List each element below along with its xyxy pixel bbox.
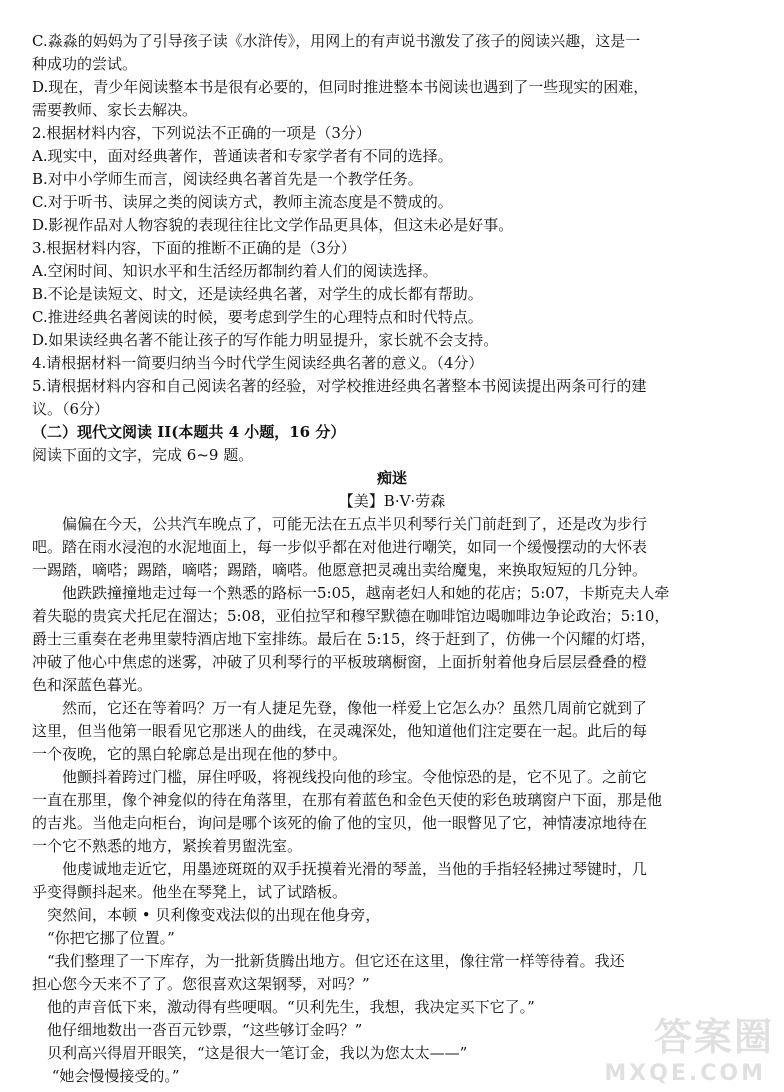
question-5-line-1: 5.请根据材料内容和自己阅读名著的经验，对学校推进经典名著整本书阅读提出两条可行的建	[32, 377, 647, 395]
story-line: 偏偏在今天，公共汽车晚点了，可能无法在五点半贝利琴行关门前赶到了，还是改为步行	[32, 515, 648, 533]
story-line: 他虔诚地走近它，用墨迹斑斑的双手抚摸着光滑的琴盖，当他的手指轻轻拂过琴键时，几	[32, 860, 648, 878]
q2-option-a: A.现实中，面对经典著作，普通读者和专家学者有不同的选择。	[32, 147, 453, 165]
watermark	[604, 1006, 776, 1086]
story-line: 他颤抖着跨过门槛，屏住呼吸，将视线投向他的珍宝。令他惊恐的是，它不见了。之前它	[32, 768, 648, 786]
story-line: 担心您今天来不了了。您很喜欢这架钢琴，对吗？”	[32, 975, 370, 993]
question-5-line-2: 议。（6分）	[32, 400, 110, 418]
q2-option-c: C.对于听书、读屏之类的阅读方式，教师主流态度是不赞成的。	[32, 193, 453, 211]
story-line: 爵士三重奏在老弗里蒙特酒店地下室排练。最后在 5:15，终于赶到了，仿佛一个闪耀的灯塔，	[32, 630, 656, 648]
story-line: 乎变得颤抖起来。他坐在琴凳上，试了试踏板。	[32, 883, 348, 901]
story-line: 一个它不熟悉的地方，紧挨着男盥洗室。	[32, 837, 303, 855]
option-c-line-1: C.淼淼的妈妈为了引导孩子读《水浒传》，用网上的有声说书激发了孩子的阅读兴趣，这是一	[32, 32, 641, 50]
story-title: 痴迷	[376, 469, 407, 487]
q2-option-b: B.对中小学师生而言，阅读经典名著首先是一个教学任务。	[32, 170, 423, 188]
question-4: 4.请根据材料一简要归纳当今时代学生阅读经典名著的意义。（4分）	[32, 354, 484, 372]
story-line: 一个夜晚，它的黑白轮廓总是出现在他的梦中。	[32, 745, 348, 763]
q3-option-a: A.空闲时间、知识水平和生活经历都制约着人们的阅读选择。	[32, 262, 438, 280]
q2-option-d: D.影视作品对人物容貌的表现往往比文学作品更具体，但这未必是好事。	[32, 216, 514, 234]
section-heading: （二）现代文阅读 II(本题共 4 小题，16 分）	[32, 423, 346, 441]
q3-option-d: D.如果读经典名著不能让孩子的写作能力明显提升，家长就不会支持。	[32, 331, 499, 349]
q3-option-b: B.不论是读短文、时文，还是读经典名著，对学生的成长都有帮助。	[32, 285, 483, 303]
section-instruction: 阅读下面的文字，完成 6~9 题。	[32, 446, 254, 464]
story-line: “她会慢慢接受的。”	[32, 1067, 180, 1085]
story-line: 然而，它还在等着吗？万一有人捷足先登，像他一样爱上它怎么办？虽然几周前它就到了	[32, 699, 648, 717]
story-line: 他的声音低下来，激动得有些哽咽。“贝利先生，我想，我决定买下它了。”	[32, 998, 535, 1016]
story-author: 【美】B·V·劳森	[338, 492, 446, 510]
question-2: 2.根据材料内容，下列说法不正确的一项是（3分）	[32, 124, 371, 142]
story-line: 吧。踏在雨水浸泡的水泥地面上，每一步似乎都在对他进行嘲笑，如同一个缓慢摆动的大怀表	[32, 538, 648, 556]
story-line: 突然间，本顿 • 贝利像变戏法似的出现在他身旁，	[32, 906, 381, 924]
story-line: 贝利高兴得眉开眼笑，“这是很大一笔订金，我以为您太太——”	[32, 1044, 468, 1062]
story-line: “你把它挪了位置。”	[32, 929, 175, 947]
story-line: 色和深蓝色暮光。	[32, 676, 153, 694]
story-line: “我们整理了一下库存，为一批新货腾出地方。但它还在这里，像往常一样等待着。我还	[32, 952, 625, 970]
option-d-line-1: D.现在，青少年阅读整本书是很有必要的，但同时推进整本书阅读也遇到了一些现实的困难，	[32, 78, 649, 96]
option-c-line-2: 种成功的尝试。	[32, 55, 138, 73]
watermark-url: MXQE.COM	[604, 1061, 766, 1086]
story-line: 冲破了他心中焦虑的迷雾，冲破了贝利琴行的平板玻璃橱窗，上面折射着他身后层层叠叠的橙	[32, 653, 648, 671]
story-line: 他跌跌撞撞地走过每一个熟悉的路标一5:05，越南老妇人和她的花店；5:07，卡斯克夫人牵	[32, 584, 670, 602]
story-line: 的吉兆。当他走向柜台，询问是哪个该死的偷了他的宝贝，他一眼瞥见了它，神情凄凉地待在	[32, 814, 648, 832]
option-d-line-2: 需要教师、家长去解决。	[32, 101, 198, 119]
q3-option-c: C.推进经典名著阅读的时候，要考虑到学生的心理特点和时代特点。	[32, 308, 483, 326]
story-line: 一踢踏，嘀嗒；踢踏，嘀嗒；踢踏，嘀嗒。他愿意把灵魂出卖给魔鬼，来换取短短的几分钟。	[32, 561, 648, 579]
story-line: 他仔细地数出一沓百元钞票，“这些够订金吗？”	[32, 1021, 363, 1039]
story-line: 着失聪的贵宾犬托尼在溜达；5:08，亚伯拉罕和穆罕默德在咖啡馆边喝咖啡边争论政治；5:10，	[32, 607, 670, 625]
watermark-logo-text: 答案圈	[653, 1015, 774, 1059]
story-line: 一直在那里，像个神龛似的待在角落里，在那有着蓝色和金色天使的彩色玻璃窗户下面，那是他	[32, 791, 663, 809]
story-line: 这里，但当他第一眼看见它那迷人的曲线，在灵魂深处，他知道他们注定要在一起。此后的每	[32, 722, 648, 740]
question-3: 3.根据材料内容，下面的推断不正确的是（3分）	[32, 239, 356, 257]
